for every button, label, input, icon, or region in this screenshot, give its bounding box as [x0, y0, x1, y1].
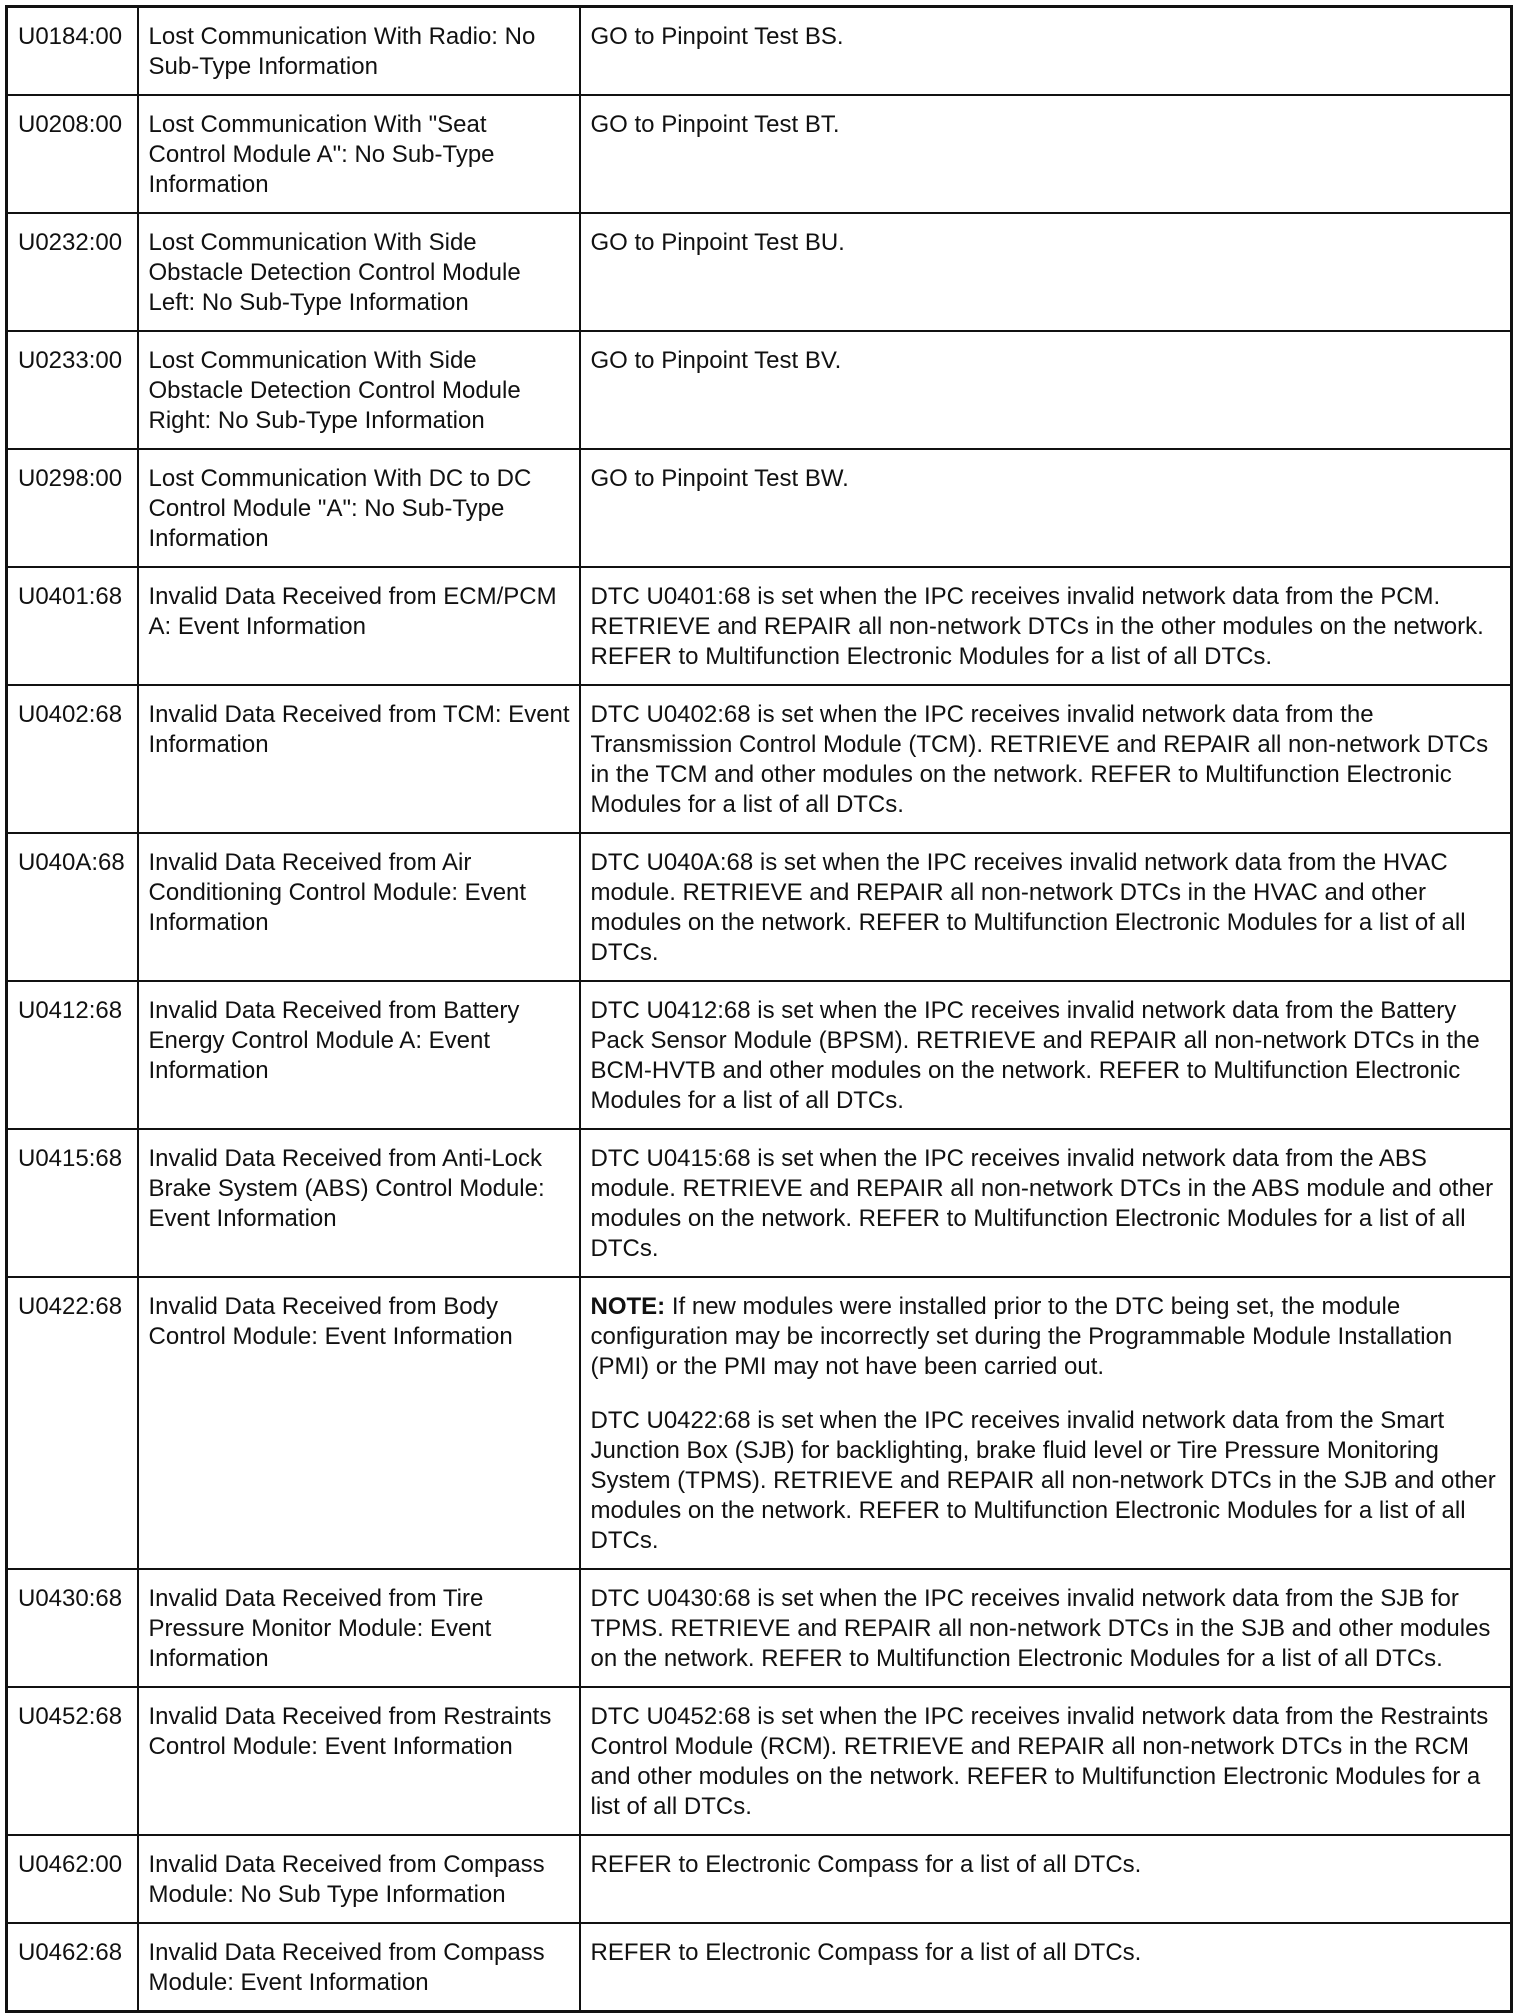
dtc-action: GO to Pinpoint Test BT.	[580, 95, 1512, 213]
dtc-description: Invalid Data Received from Anti-Lock Brake System (ABS) Control Module: Event Information	[138, 1129, 580, 1277]
dtc-description: Invalid Data Received from Air Conditioning Control Module: Event Information	[138, 833, 580, 981]
dtc-action: DTC U040A:68 is set when the IPC receives invalid network data from the HVAC module. RETRIEVE and REPAIR all non-network DTCs in the HVAC and other modules on the network. REFER to Multifunction Electronic Modules for a list of all DTCs.	[580, 833, 1512, 981]
dtc-description: Invalid Data Received from Restraints Control Module: Event Information	[138, 1687, 580, 1835]
dtc-code: U0415:68	[7, 1129, 138, 1277]
dtc-description: Invalid Data Received from Battery Energy Control Module A: Event Information	[138, 981, 580, 1129]
dtc-description: Invalid Data Received from ECM/PCM A: Event Information	[138, 567, 580, 685]
dtc-action-with-note	[580, 1277, 1512, 1569]
dtc-code: U0232:00	[7, 213, 138, 331]
dtc-code: U0412:68	[7, 981, 138, 1129]
dtc-action: DTC U0402:68 is set when the IPC receives invalid network data from the Transmission Control Module (TCM). RETRIEVE and REPAIR all non-network DTCs in the TCM and other modules on the network. REFER to Multifunction Electronic Modules for a list of all DTCs.	[580, 685, 1512, 833]
dtc-code: U0462:68	[7, 1923, 138, 2012]
dtc-action: GO to Pinpoint Test BU.	[580, 213, 1512, 331]
table-row	[7, 1569, 1512, 1687]
dtc-action: DTC U0452:68 is set when the IPC receives invalid network data from the Restraints Control Module (RCM). RETRIEVE and REPAIR all non-network DTCs in the RCM and other modules on the network. REFER to Multifunction Electronic Modules for a list of all DTCs.	[580, 1687, 1512, 1835]
table-row	[7, 833, 1512, 981]
table-row	[7, 981, 1512, 1129]
dtc-action: DTC U0401:68 is set when the IPC receives invalid network data from the PCM. RETRIEVE and REPAIR all non-network DTCs in the other modules on the network. REFER to Multifunction Electronic Modules for a list of all DTCs.	[580, 567, 1512, 685]
dtc-code: U0298:00	[7, 449, 138, 567]
table-row	[7, 449, 1512, 567]
dtc-description: Invalid Data Received from TCM: Event Information	[138, 685, 580, 833]
dtc-code: U0462:00	[7, 1835, 138, 1923]
table-row	[7, 213, 1512, 331]
dtc-code: U0401:68	[7, 567, 138, 685]
dtc-description: Lost Communication With "Seat Control Module A": No Sub-Type Information	[138, 95, 580, 213]
dtc-action: DTC U0412:68 is set when the IPC receives invalid network data from the Battery Pack Sensor Module (BPSM). RETRIEVE and REPAIR all non-network DTCs in the BCM-HVTB and other modules on the network. REFER to Multifunction Electronic Modules for a list of all DTCs.	[580, 981, 1512, 1129]
table-row	[7, 1923, 1512, 2012]
dtc-action: DTC U0415:68 is set when the IPC receives invalid network data from the ABS module. RETRIEVE and REPAIR all non-network DTCs in the ABS module and other modules on the network. REFER to Multifunction Electronic Modules for a list of all DTCs.	[580, 1129, 1512, 1277]
table-row	[7, 331, 1512, 449]
note-text: If new modules were installed prior to the DTC being set, the module configuration may be incorrectly set during the Programmable Module Installation (PMI) or the PMI may not have been carried out.	[590, 1293, 1453, 1380]
dtc-action: DTC U0430:68 is set when the IPC receives invalid network data from the SJB for TPMS. RETRIEVE and REPAIR all non-network DTCs in the SJB and other modules on the network. REFER to Multifunction Electronic Modules for a list of all DTCs.	[580, 1569, 1512, 1687]
table-row	[7, 685, 1512, 833]
table-row	[7, 567, 1512, 685]
dtc-description: Invalid Data Received from Compass Module: No Sub Type Information	[138, 1835, 580, 1923]
dtc-description: Lost Communication With DC to DC Control Module "A": No Sub-Type Information	[138, 449, 580, 567]
dtc-description: Lost Communication With Radio: No Sub-Type Information	[138, 7, 580, 96]
table-row	[7, 1277, 1512, 1569]
dtc-code: U0402:68	[7, 685, 138, 833]
dtc-code: U0208:00	[7, 95, 138, 213]
dtc-description: Lost Communication With Side Obstacle Detection Control Module Right: No Sub-Type Information	[138, 331, 580, 449]
dtc-action: GO to Pinpoint Test BV.	[580, 331, 1512, 449]
dtc-code: U0452:68	[7, 1687, 138, 1835]
dtc-code: U0422:68	[7, 1277, 138, 1569]
dtc-code: U040A:68	[7, 833, 138, 981]
dtc-description: Invalid Data Received from Body Control Module: Event Information	[138, 1277, 580, 1569]
table-row	[7, 7, 1512, 96]
dtc-description: Lost Communication With Side Obstacle Detection Control Module Left: No Sub-Type Information	[138, 213, 580, 331]
table-row	[7, 95, 1512, 213]
dtc-code: U0184:00	[7, 7, 138, 96]
dtc-description: Invalid Data Received from Compass Module: Event Information	[138, 1923, 580, 2012]
table-row	[7, 1129, 1512, 1277]
dtc-action: GO to Pinpoint Test BS.	[580, 7, 1512, 96]
dtc-code: U0233:00	[7, 331, 138, 449]
dtc-table	[5, 5, 1513, 2013]
dtc-action: GO to Pinpoint Test BW.	[580, 449, 1512, 567]
table-row	[7, 1687, 1512, 1835]
note-label: NOTE:	[590, 1293, 666, 1320]
dtc-action: REFER to Electronic Compass for a list of all DTCs.	[580, 1923, 1512, 2012]
dtc-action: REFER to Electronic Compass for a list of all DTCs.	[580, 1835, 1512, 1923]
dtc-description: Invalid Data Received from Tire Pressure Monitor Module: Event Information	[138, 1569, 580, 1687]
dtc-action: DTC U0422:68 is set when the IPC receives invalid network data from the Smart Junction Box (SJB) for backlighting, brake fluid level or Tire Pressure Monitoring System (TPMS). RETRIEVE and REPAIR all non-network DTCs in the SJB and other modules on the network. REFER to Multifunction Electronic Modules for a list of all DTCs.	[590, 1407, 1496, 1554]
note-paragraph	[591, 1292, 1503, 1382]
table-row	[7, 1835, 1512, 1923]
dtc-code: U0430:68	[7, 1569, 138, 1687]
